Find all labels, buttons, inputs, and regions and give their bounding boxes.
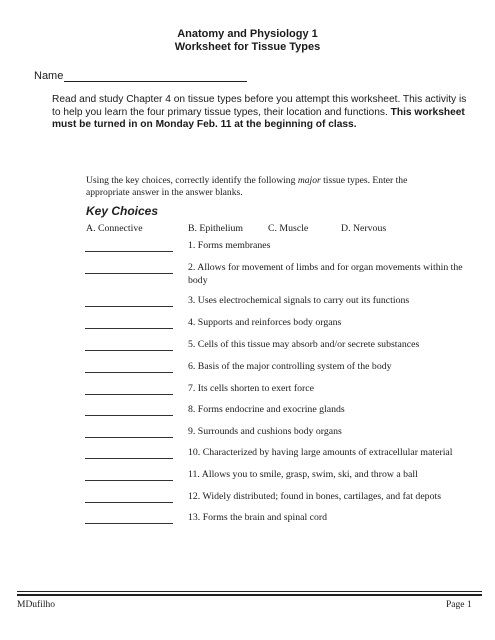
question-4: 4. Supports and reinforces body organs	[188, 317, 342, 328]
answer-blank-2[interactable]	[85, 273, 173, 274]
key-choice-a: A. Connective	[86, 223, 143, 234]
question-12: 12. Widely distributed; found in bones, cartilages, and fat depots	[188, 491, 442, 502]
intro-deadline: This worksheet must be turned in on Monday Feb. 11 at the beginning of class.	[52, 106, 465, 130]
worksheet-title: Anatomy and Physiology 1	[177, 28, 318, 40]
question-5: 5. Cells of this tissue may absorb and/or secrete substances	[188, 339, 420, 350]
question-6: 6. Basis of the major controlling system of the body	[188, 361, 392, 372]
name-row	[34, 70, 247, 82]
footer-rule-top	[17, 591, 482, 592]
question-13: 13. Forms the brain and spinal cord	[188, 512, 328, 523]
answer-blank-10[interactable]	[85, 458, 173, 459]
key-choices-title: Key Choices	[86, 204, 159, 218]
question-11: 11. Allows you to smile, grasp, swim, ski, and throw a ball	[188, 469, 418, 480]
answer-blank-7[interactable]	[85, 394, 173, 395]
answer-blank-3[interactable]	[85, 306, 173, 307]
question-1: 1. Forms membranes	[188, 240, 271, 251]
answer-blank-1[interactable]	[85, 251, 173, 252]
answer-blank-9[interactable]	[85, 437, 173, 438]
name-label: Name	[34, 70, 64, 82]
instructions-after: tissue types. Enter the appropriate answer in the answer blanks.	[86, 175, 408, 198]
question-8: 8. Forms endocrine and exocrine glands	[188, 404, 345, 415]
worksheet-subtitle: Worksheet for Tissue Types	[174, 41, 321, 53]
instructions	[86, 175, 416, 199]
question-10: 10. Characterized by having large amounts of extracellular material	[188, 447, 453, 458]
instructions-before: Using the key choices, correctly identify the following	[86, 175, 298, 186]
name-blank[interactable]	[64, 71, 247, 82]
key-choice-b: B. Epithelium	[188, 223, 243, 234]
answer-blank-11[interactable]	[85, 480, 173, 481]
answer-blank-12[interactable]	[85, 502, 173, 503]
intro-text: Read and study Chapter 4 on tissue types before you attempt this worksheet. This activity is to help you learn the four primary tissue types, their location and functions.	[52, 94, 467, 118]
footer-author: MDufilho	[17, 600, 55, 610]
answer-blank-8[interactable]	[85, 415, 173, 416]
question-2: 2. Allows for movement of limbs and for organ movements within the body	[188, 262, 463, 286]
answer-blank-4[interactable]	[85, 328, 173, 329]
question-3: 3. Uses electrochemical signals to carry out its functions	[188, 295, 410, 306]
answer-blank-6[interactable]	[85, 372, 173, 373]
instructions-emphasis: major	[297, 175, 321, 186]
question-7: 7. Its cells shorten to exert force	[188, 383, 314, 394]
footer-page-number: Page 1	[446, 600, 472, 610]
key-choice-d: D. Nervous	[341, 223, 387, 234]
intro-paragraph	[52, 94, 476, 132]
question-9: 9. Surrounds and cushions body organs	[188, 426, 342, 437]
key-choice-c: C. Muscle	[268, 223, 309, 234]
footer-rule-bottom	[17, 594, 482, 596]
answer-blank-5[interactable]	[85, 350, 173, 351]
answer-blank-13[interactable]	[85, 523, 173, 524]
